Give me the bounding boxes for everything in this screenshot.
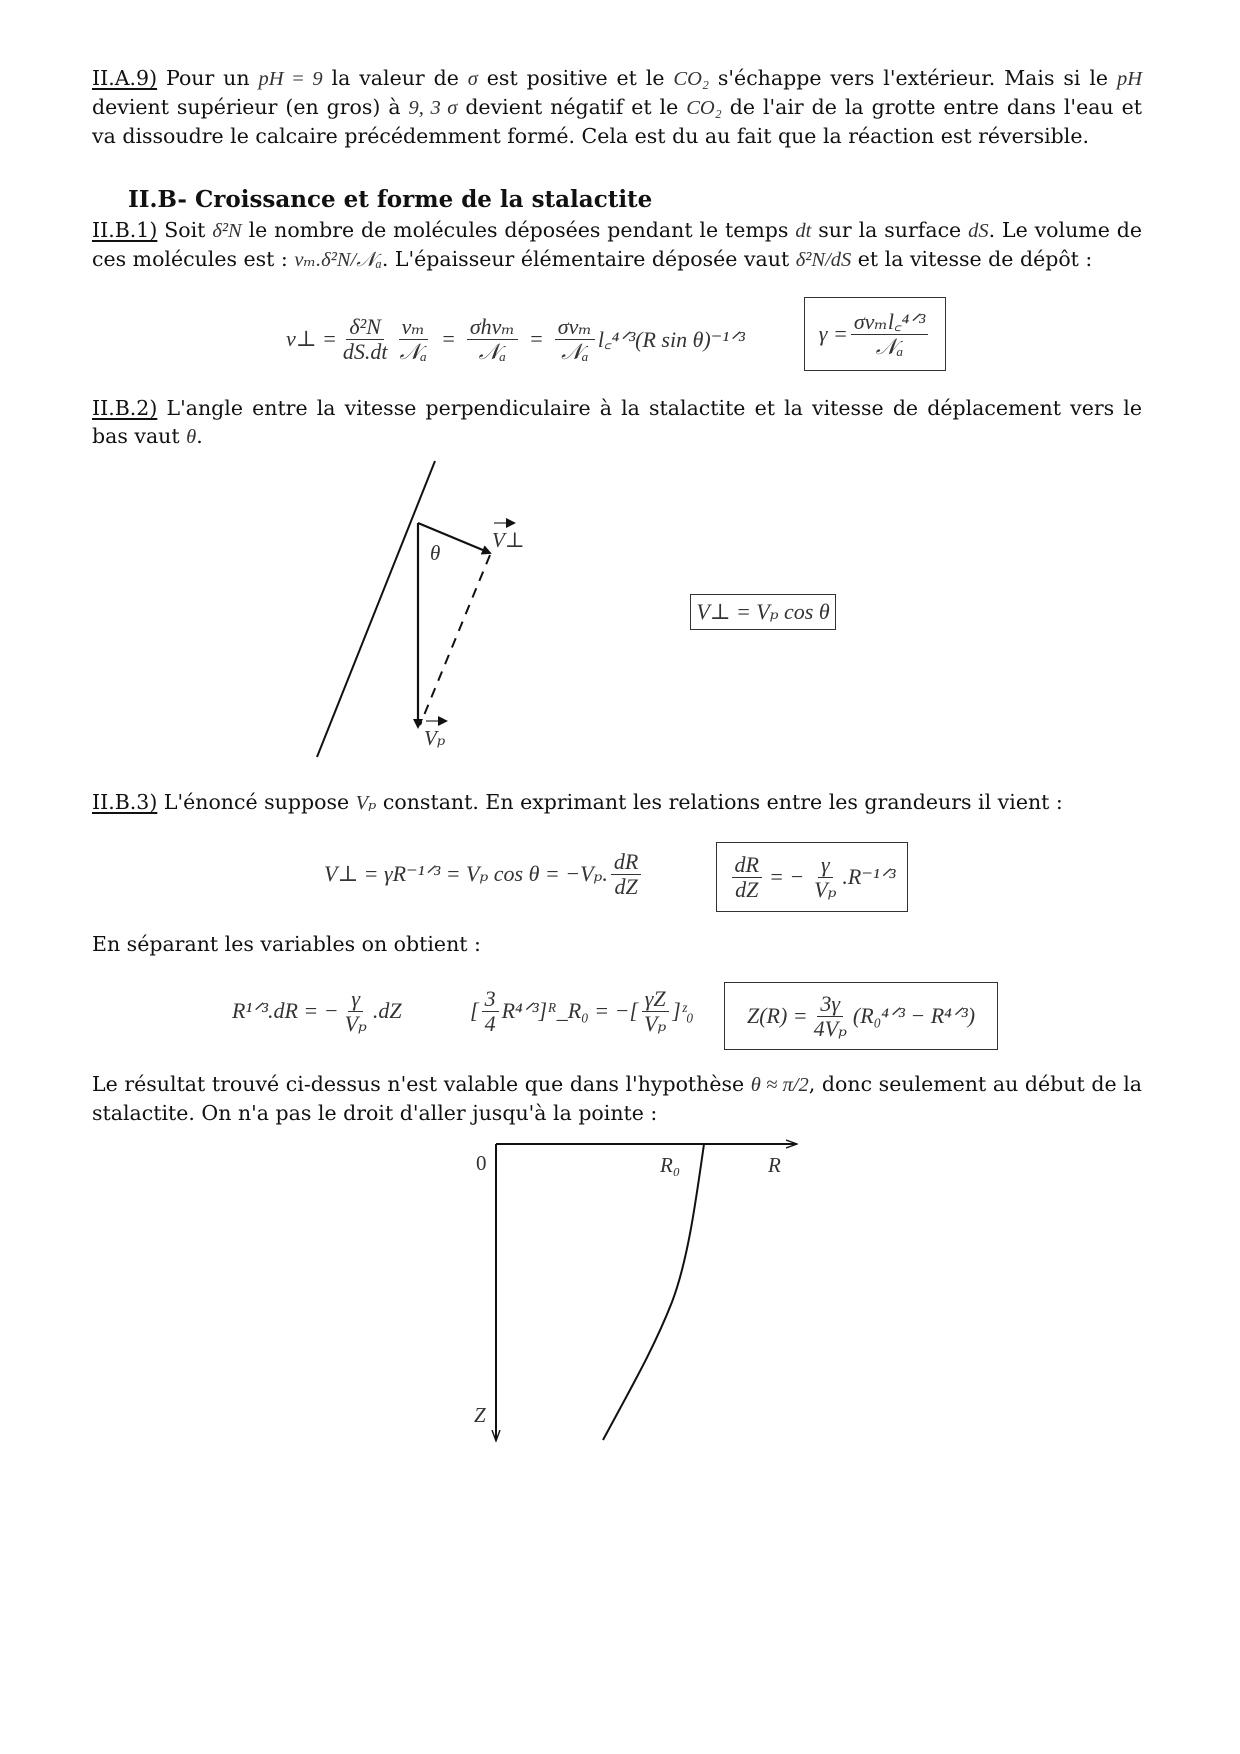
figure-velocity-triangle: [300, 455, 540, 765]
equation-separated: R¹ᐟ³.dR = − $\frac{\gamma}{\text{Vₚ}}$ .dZ: [232, 985, 402, 1036]
boxed-result-vperp: V⊥ = Vₚ cos θ: [690, 594, 836, 630]
paragraph-b1: II.B.1) Soit δ²N le nombre de molécules déposées pendant le temps dt sur la surface dS. Le volume de ces molécules est : vₘ.δ²N/𝒩ₐ. L'épaisseur élémentaire déposée vaut δ²N/dS et la vitesse de dépôt :: [92, 218, 1142, 271]
paragraph-conclusion: Le résultat trouvé ci-dessus n'est valable que dans l'hypothèse θ ≈ π/2, donc seulement au début de la stalactite. On n'a pas le droit d'aller jusqu'à la pointe :: [92, 1072, 1142, 1125]
figure-stalactite-profile: [460, 1130, 820, 1450]
equation-integrated: [ $\frac{3}{4}$ R⁴ᐟ³]ᴿ_R₀ = −[ $\frac{\gamma Z}{\text{Vₚ}}$ ]ᶻ₀: [470, 985, 694, 1036]
paragraph-separating: En séparant les variables on obtient :: [92, 932, 481, 956]
dashed-closing-line: [420, 555, 490, 725]
equation-deposition-speed: v⊥ = $\frac{\text{δ²N}}{dS.dt}$ $\frac{\text{vₘ}}{\text{𝒩ₐ}}$ = $\frac{\text{σhvₘ}}{\text{𝒩ₐ}}$ = $\frac{\text{σvₘ}}{\text{𝒩ₐ}}$ l꜀⁴ᐟ³(R sin θ)⁻¹ᐟ³: [286, 313, 745, 364]
ref-a9: II.A.9): [92, 66, 158, 90]
boxed-result-z-of-r: Z(R) = $\frac{3\gamma}{\text{4Vₚ}}$ (R₀⁴ᐟ³ − R⁴ᐟ³): [724, 982, 998, 1050]
label-origin: 0: [476, 1151, 487, 1175]
label-r0: R₀: [660, 1153, 681, 1177]
boxed-result-gamma: γ = $\frac{\text{σvₘl꜀⁴ᐟ³}}{\text{𝒩ₐ}}$: [804, 297, 946, 371]
label-v-perp: V⊥: [492, 528, 525, 552]
v-perp-arrow: [418, 523, 490, 553]
ref-b1: II.B.1): [92, 218, 158, 242]
ref-b3: II.B.3): [92, 790, 158, 814]
paragraph-b2: II.B.2) L'angle entre la vitesse perpendiculaire à la stalactite et la vitesse de déplacement vers le bas vaut θ.: [92, 396, 1142, 448]
label-theta: θ: [430, 541, 441, 565]
section-heading: II.B- Croissance et forme de la stalactite: [128, 186, 653, 213]
label-r-axis: R: [768, 1153, 781, 1177]
paragraph-b3: II.B.3) L'énoncé suppose Vₚ constant. En exprimant les relations entre les grandeurs il vient :: [92, 790, 1063, 814]
label-v-p: Vₚ: [424, 726, 446, 750]
equation-vperp-relations: V⊥ = γR⁻¹ᐟ³ = Vₚ cos θ = −Vₚ. $\frac{dR}{dZ}$: [324, 842, 644, 906]
paragraph-a9: II.A.9) Pour un pH = 9 la valeur de σ est positive et le CO₂ s'échappe vers l'extérieur. Mais si le pH devient supérieur (en gros) à 9, 3 σ devient négatif et le CO₂ de l'air de la grotte entre dans l'eau et va dissoudre le calcaire précédemment formé. Cela est du au fait que la réaction est réversible.: [92, 66, 1143, 148]
stalactite-profile-curve: [603, 1144, 704, 1440]
boxed-result-dr-dz: $\frac{dR}{dZ}$ = − $\frac{\gamma}{\text{Vₚ}}$ .R⁻¹ᐟ³: [716, 842, 908, 912]
ref-b2: II.B.2): [92, 396, 158, 420]
label-z-axis: Z: [474, 1403, 486, 1427]
